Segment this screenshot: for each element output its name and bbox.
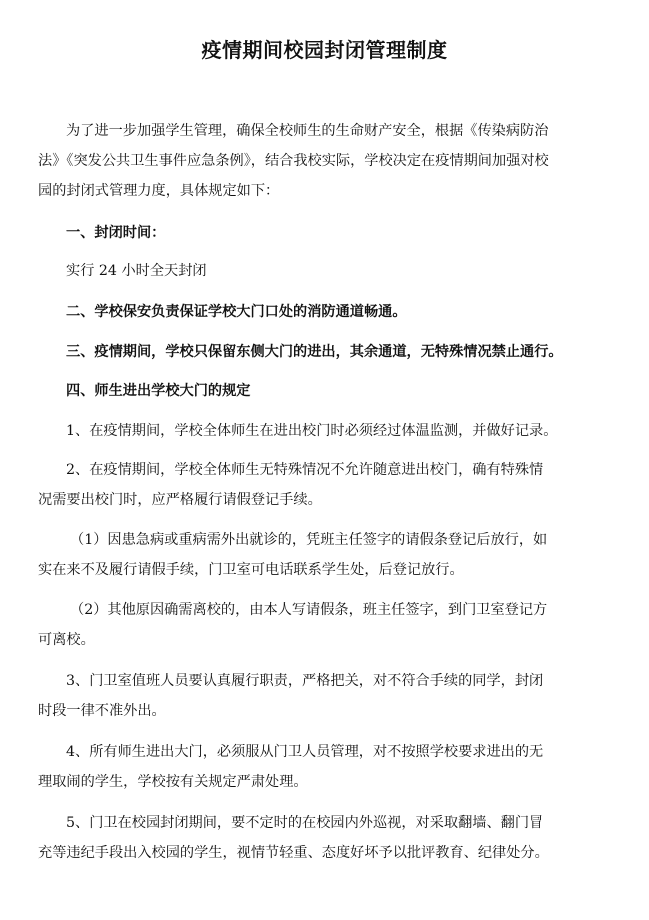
- rule-line: 时段一律不准外出。: [38, 703, 166, 719]
- rule-line: （1）因患急病或重病需外出就诊的，凭班主任签字的请假条登记后放行，如: [70, 532, 548, 548]
- rule-line: 4、所有师生进出大门，必须服从门卫人员管理，对不按照学校要求进出的无: [66, 744, 544, 760]
- rule-item-1: 1、在疫情期间，学校全体师生在进出校门时必须经过体温监测，并做好记录。: [66, 423, 558, 439]
- section-2-heading: 二、学校保安负责保证学校大门口处的消防通道畅通。: [66, 304, 407, 320]
- rule-sub-2: [38, 595, 628, 655]
- intro-line: 法》《突发公共卫生事件应急条例》，结合我校实际，学校决定在疫情期间加强对校: [38, 153, 549, 169]
- document-title: 疫情期间校园封闭管理制度: [201, 38, 448, 62]
- rule-item-2: [38, 455, 628, 515]
- rule-line: 5、门卫在校园封闭期间，要不定时的在校园内外巡视，对采取翻墙、翻门冒: [66, 815, 544, 831]
- section-1-heading: 一、封闭时间：: [66, 225, 166, 241]
- rule-item-3: [38, 666, 628, 726]
- rule-line: （2）其他原因确需离校的，由本人写请假条，班主任签字，到门卫室登记方: [70, 602, 548, 618]
- rule-sub-1: [38, 525, 628, 585]
- rule-line: 可离校。: [38, 632, 95, 648]
- intro-line: 为了进一步加强学生管理，确保全校师生的生命财产安全，根据《传染病防治: [66, 123, 549, 139]
- intro-line: 园的封闭式管理力度，具体规定如下：: [38, 183, 280, 199]
- rule-line: 2、在疫情期间，学校全体师生无特殊情况不允许随意进出校门，确有特殊情: [66, 462, 544, 478]
- section-4-heading: 四、师生进出学校大门的规定: [66, 383, 251, 399]
- rule-line: 况需要出校门时，应严格履行请假登记手续。: [38, 492, 322, 508]
- section-1-body: 实行 24 小时全天封闭: [66, 263, 207, 279]
- rule-item-4: [38, 737, 628, 797]
- rule-item-5: [38, 808, 628, 868]
- rule-line: 实在来不及履行请假手续，门卫室可电话联系学生处，后登记放行。: [38, 562, 464, 578]
- rule-line: 3、门卫室值班人员要认真履行职责，严格把关，对不符合手续的同学，封闭: [66, 673, 544, 689]
- rule-line: 充等违纪手段出入校园的学生，视情节轻重、态度好坏予以批评教育、纪律处分。: [38, 845, 549, 861]
- rule-line: 理取闹的学生，学校按有关规定严肃处理。: [38, 774, 308, 790]
- section-3-heading: 三、疫情期间，学校只保留东侧大门的进出，其余通道，无特殊情况禁止通行。: [66, 344, 563, 360]
- intro-paragraph: [38, 116, 628, 206]
